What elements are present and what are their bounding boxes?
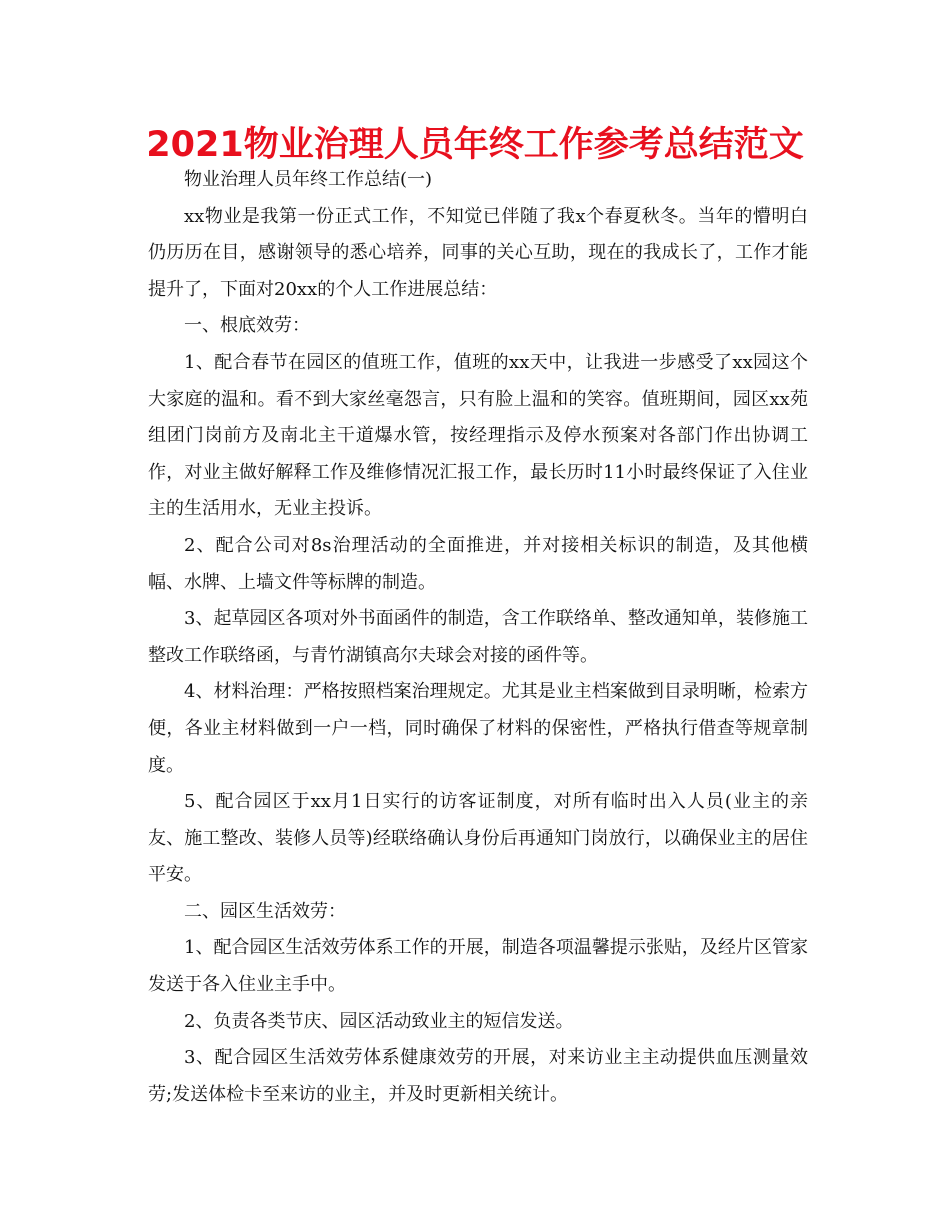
paragraph: 5、配合园区于xx月1日实行的访客证制度，对所有临时出入人员(业主的亲友、施工整改、装修人员等)经联络确认身份后再通知门岗放行，以确保业主的居住平安。 [148, 791, 808, 886]
document-title: 2021物业治理人员年终工作参考总结范文 [146, 125, 804, 165]
paragraph: xx物业是我第一份正式工作，不知觉已伴随了我x个春夏秋冬。当年的懵明白仍历历在目，感谢领导的悉心培养，同事的关心互助，现在的我成长了，工作才能提升了，下面对20xx的个人工作进展总结： [148, 205, 808, 300]
section-heading: 一、根底效劳： [184, 315, 310, 337]
subtitle: 物业治理人员年终工作总结(一) [184, 169, 433, 190]
paragraph: 3、配合园区生活效劳体系健康效劳的开展，对来访业主主动提供血压测量效劳;发送体检卡至来访的业主，并及时更新相关统计。 [148, 1047, 808, 1105]
paragraph: 1、配合春节在园区的值班工作，值班的xx天中，让我进一步感受了xx园这个大家庭的温和。看不到大家丝毫怨言，只有脸上温和的笑容。值班期间，园区xx苑组团门岗前方及南北主干道爆水管，按经理指示及停水预案对各部门作出协调工作，对业主做好解释工作及维修情况汇报工作，最长历时11小时最终保证了入住业主的生活用水，无业主投诉。 [148, 351, 808, 520]
paragraph: 2、配合公司对8s治理活动的全面推进，并对接相关标识的制造，及其他横幅、水牌、上墙文件等标牌的制造。 [148, 534, 808, 593]
paragraph: 2、负责各类节庆、园区活动致业主的短信发送。 [184, 1010, 574, 1032]
document-body [148, 162, 808, 1113]
section-heading: 二、园区生活效劳： [184, 900, 346, 922]
paragraph: 4、材料治理：严格按照档案治理规定。尤其是业主档案做到目录明晰，检索方便，各业主材料做到一户一档，同时确保了材料的保密性，严格执行借查等规章制度。 [148, 681, 808, 776]
paragraph: 1、配合园区生活效劳体系工作的开展，制造各项温馨提示张贴，及经片区管家发送于各入住业主手中。 [148, 937, 808, 996]
paragraph: 3、起草园区各项对外书面函件的制造，含工作联络单、整改通知单，装修施工整改工作联络函，与青竹湖镇高尔夫球会对接的函件等。 [148, 608, 808, 666]
